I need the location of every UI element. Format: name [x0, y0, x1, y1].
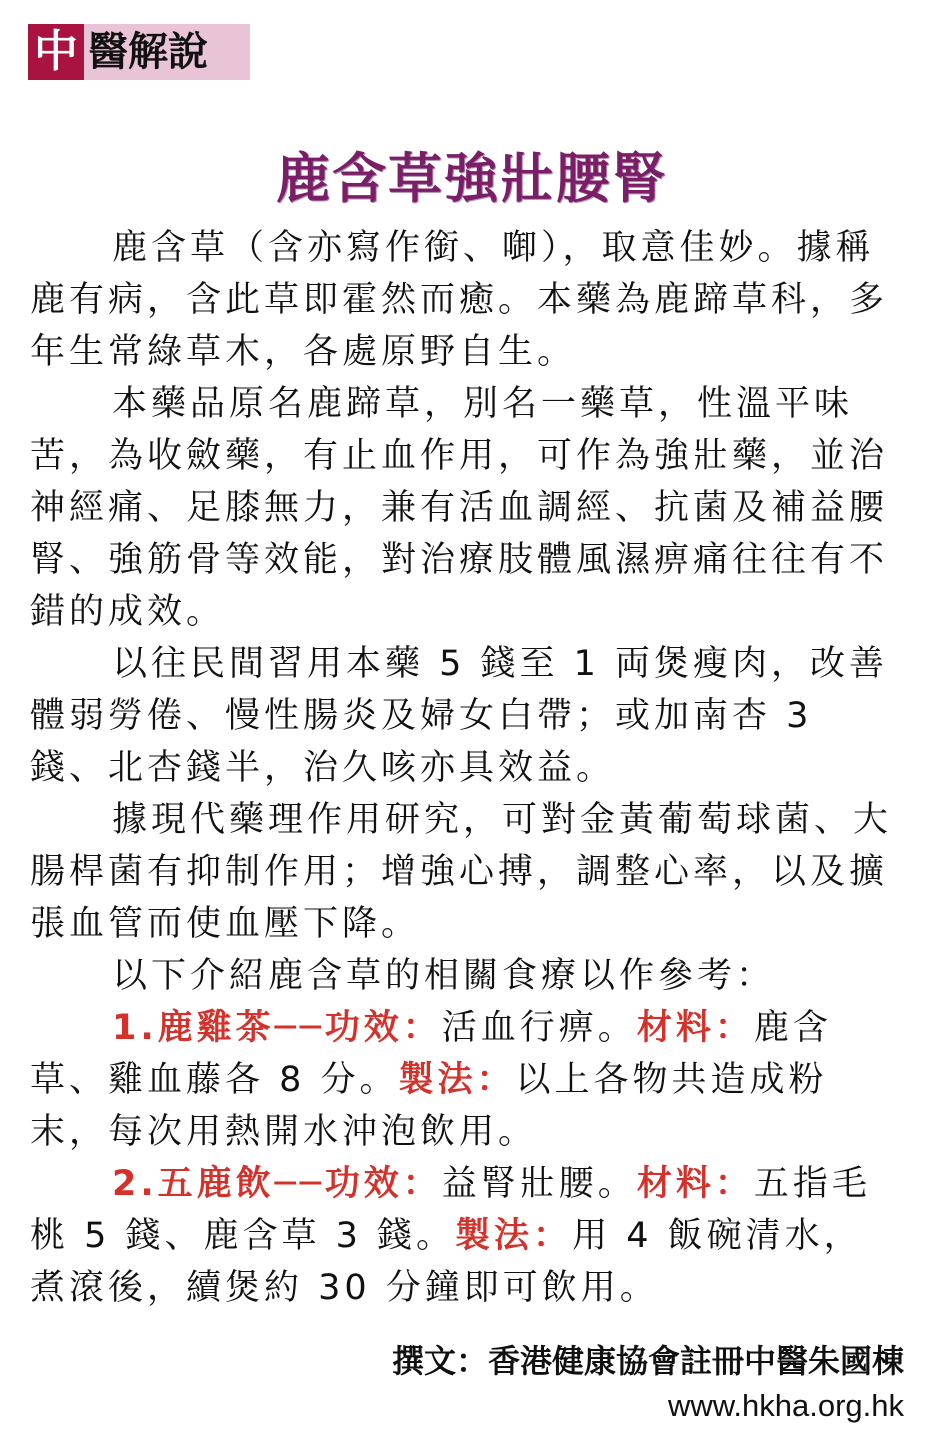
paragraph: 本藥品原名鹿蹄草，別名一藥草，性溫平味苦，為收斂藥，有止血作用，可作為強壯藥，並治神經痛、足膝無力，兼有活血調經、抗菌及補益腰腎、強筋骨等效能，對治療肢體風濕痹痛往往有不錯的成效。 [30, 384, 889, 632]
recipe-item [30, 1002, 900, 1158]
article-body [30, 222, 900, 1314]
column-header-label: 醫解說 [88, 29, 208, 75]
recipe-materials: 鹿含草、雞血藤各 8 分。 [30, 1008, 832, 1100]
recipe-name: 1.鹿雞茶──功效： [112, 1008, 442, 1048]
author-credit: 撰文：香港健康協會註冊中醫朱國棟 [391, 1342, 904, 1380]
paragraph: 以往民間習用本藥 5 錢至 1 両煲瘦肉，改善體弱勞倦、慢性腸炎及婦女白帶；或加南杏 3 錢、北杏錢半，治久咳亦具效益。 [30, 644, 889, 788]
paragraph: 據現代藥理作用研究，可對金黃葡萄球菌、大腸桿菌有抑制作用；增強心搏，調整心率，以及擴張血管而使血壓下降。 [30, 800, 893, 944]
recipe-method: 用 4 飯碗清水，煮滾後，續煲約 30 分鐘即可飲用。 [30, 1216, 863, 1308]
recipe-method: 以上各物共造成粉末，每次用熱開水沖泡飲用。 [30, 1060, 828, 1152]
paragraph: 以下介紹鹿含草的相關食療以作參考： [112, 956, 776, 996]
recipe-name: 2.五鹿飲──功效： [112, 1164, 442, 1204]
website-link[interactable]: www.hkha.org.hk [667, 1388, 904, 1423]
recipe-method-label: 製法： [398, 1060, 516, 1100]
recipe-method-label: 製法： [455, 1216, 573, 1256]
recipe-effect: 益腎壯腰。 [441, 1164, 637, 1204]
column-header-badge: 中 [28, 24, 84, 80]
recipe-item [30, 1158, 900, 1314]
recipe-materials: 五指毛桃 5 錢、鹿含草 3 錢。 [30, 1164, 871, 1256]
recipe-effect: 活血行痹。 [441, 1008, 637, 1048]
column-header [28, 24, 250, 80]
recipe-materials-label: 材料： [636, 1008, 754, 1048]
recipe-materials-label: 材料： [636, 1164, 754, 1204]
paragraph: 鹿含草（含亦寫作銜、啣），取意佳妙。據稱鹿有病，含此草即霍然而癒。本藥為鹿蹄草科，多年生常綠草木，各處原野自生。 [30, 228, 889, 372]
article-title: 鹿含草強壯腰腎 [276, 147, 668, 210]
